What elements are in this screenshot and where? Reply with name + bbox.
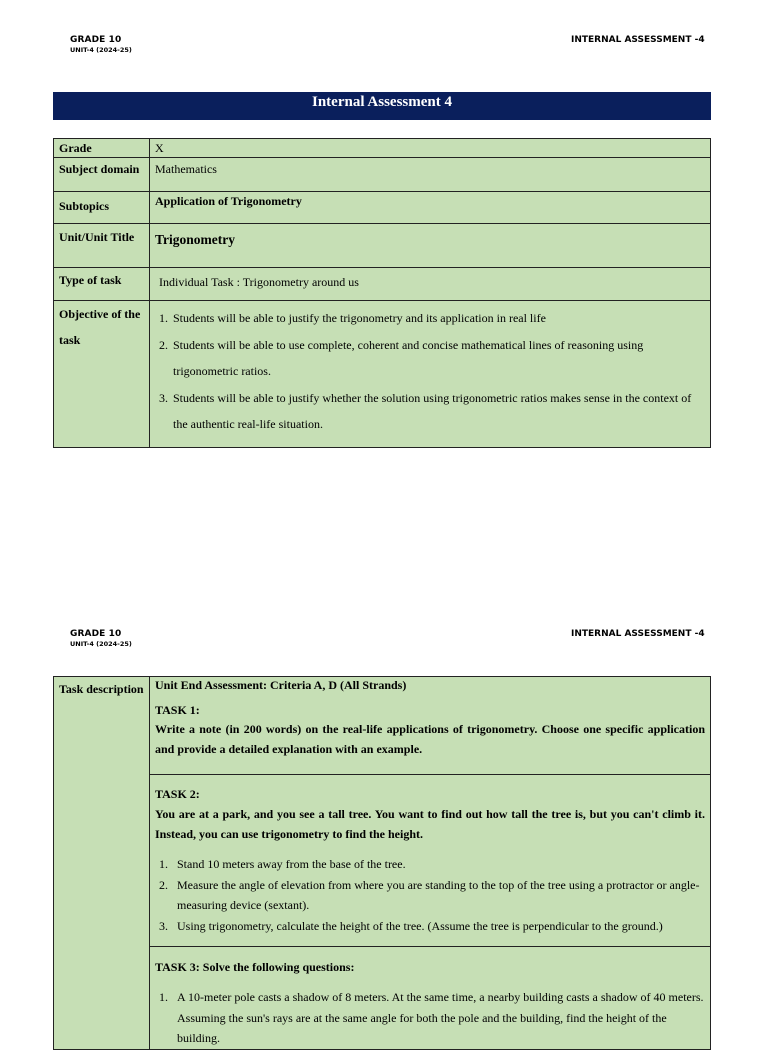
task-description-label: Task description — [54, 677, 150, 1050]
subject-label: Subject domain — [54, 158, 150, 192]
type-label: Type of task — [54, 268, 150, 301]
subtopics-value: Application of Trigonometry — [150, 192, 711, 224]
page1-header-left — [70, 35, 132, 54]
table-row — [54, 677, 711, 775]
unit-end-heading: Unit End Assessment: Criteria A, D (All Strands) — [155, 678, 407, 692]
list-item: 2. Students will be able to use complete, coherent and concise mathematical lines of reasoning using trigonometric ratios. — [159, 337, 644, 378]
task2-cell — [150, 775, 711, 947]
subtopics-label: Subtopics — [54, 192, 150, 224]
task1-cell — [150, 677, 711, 775]
table-row — [54, 192, 711, 224]
table-row — [54, 301, 711, 448]
task-description-table — [53, 676, 711, 1050]
assessment-heading: INTERNAL ASSESSMENT -4 — [571, 629, 705, 639]
list-item: 3. Using trigonometry, calculate the height of the tree. (Assume the tree is perpendicular to the ground.) — [159, 918, 663, 933]
assessment-heading: INTERNAL ASSESSMENT -4 — [571, 35, 705, 45]
objectives-cell — [150, 301, 711, 448]
subject-value: Mathematics — [150, 158, 711, 192]
assessment-title-banner: Internal Assessment 4 — [53, 92, 711, 120]
task2-text: You are at a park, and you see a tall tree. You want to find out how tall the tree is, but you can't climb it. Instead, you can use trigonometry to find the height. — [155, 807, 705, 841]
grade-value: X — [150, 139, 711, 158]
assessment-info-table — [53, 138, 711, 448]
table-row — [54, 947, 711, 1050]
type-value: Individual Task : Trigonometry around us — [150, 268, 711, 301]
list-item: 3. Students will be able to justify whether the solution using trigonometric ratios makes sense in the context of the authentic real-life situation. — [159, 390, 692, 431]
grade-heading: GRADE 10 — [70, 629, 122, 639]
task3-title: TASK 3: Solve the following questions: — [155, 960, 355, 974]
task2-title: TASK 2: — [155, 787, 200, 801]
unit-label: Unit/Unit Title — [54, 224, 150, 268]
task2-steps — [155, 854, 705, 936]
task1-text: Write a note (in 200 words) on the real-life applications of trigonometry. Choose one specific application and provide a detailed explanation with an example. — [155, 722, 705, 756]
table-row — [54, 139, 711, 158]
list-item: 2. Measure the angle of elevation from where you are standing to the top of the tree using a protractor or angle-measuring device (sextant). — [159, 877, 700, 912]
task3-list — [155, 987, 705, 1049]
task1-title: TASK 1: — [155, 703, 200, 717]
table-row — [54, 158, 711, 192]
objectives-list — [155, 305, 705, 438]
unit-heading: UNIT-4 (2024-25) — [70, 46, 132, 54]
page2-header-left — [70, 629, 132, 648]
task3-cell — [150, 947, 711, 1050]
unit-value: Trigonometry — [150, 224, 711, 268]
grade-heading: GRADE 10 — [70, 35, 122, 45]
list-item: 1. Stand 10 meters away from the base of the tree. — [159, 857, 406, 871]
table-row — [54, 268, 711, 301]
table-row — [54, 775, 711, 947]
grade-label: Grade — [54, 139, 150, 158]
objective-label: Objective of the task — [54, 301, 150, 448]
table-row — [54, 224, 711, 268]
list-item: 1. A 10-meter pole casts a shadow of 8 meters. At the same time, a nearby building casts a shadow of 40 meters. Assuming the sun's rays are at the same angle for both the pole and the building, find the height of the building. — [159, 990, 704, 1045]
list-item: 1. Students will be able to justify the trigonometry and its application in real life — [159, 311, 546, 325]
unit-heading: UNIT-4 (2024-25) — [70, 640, 132, 648]
